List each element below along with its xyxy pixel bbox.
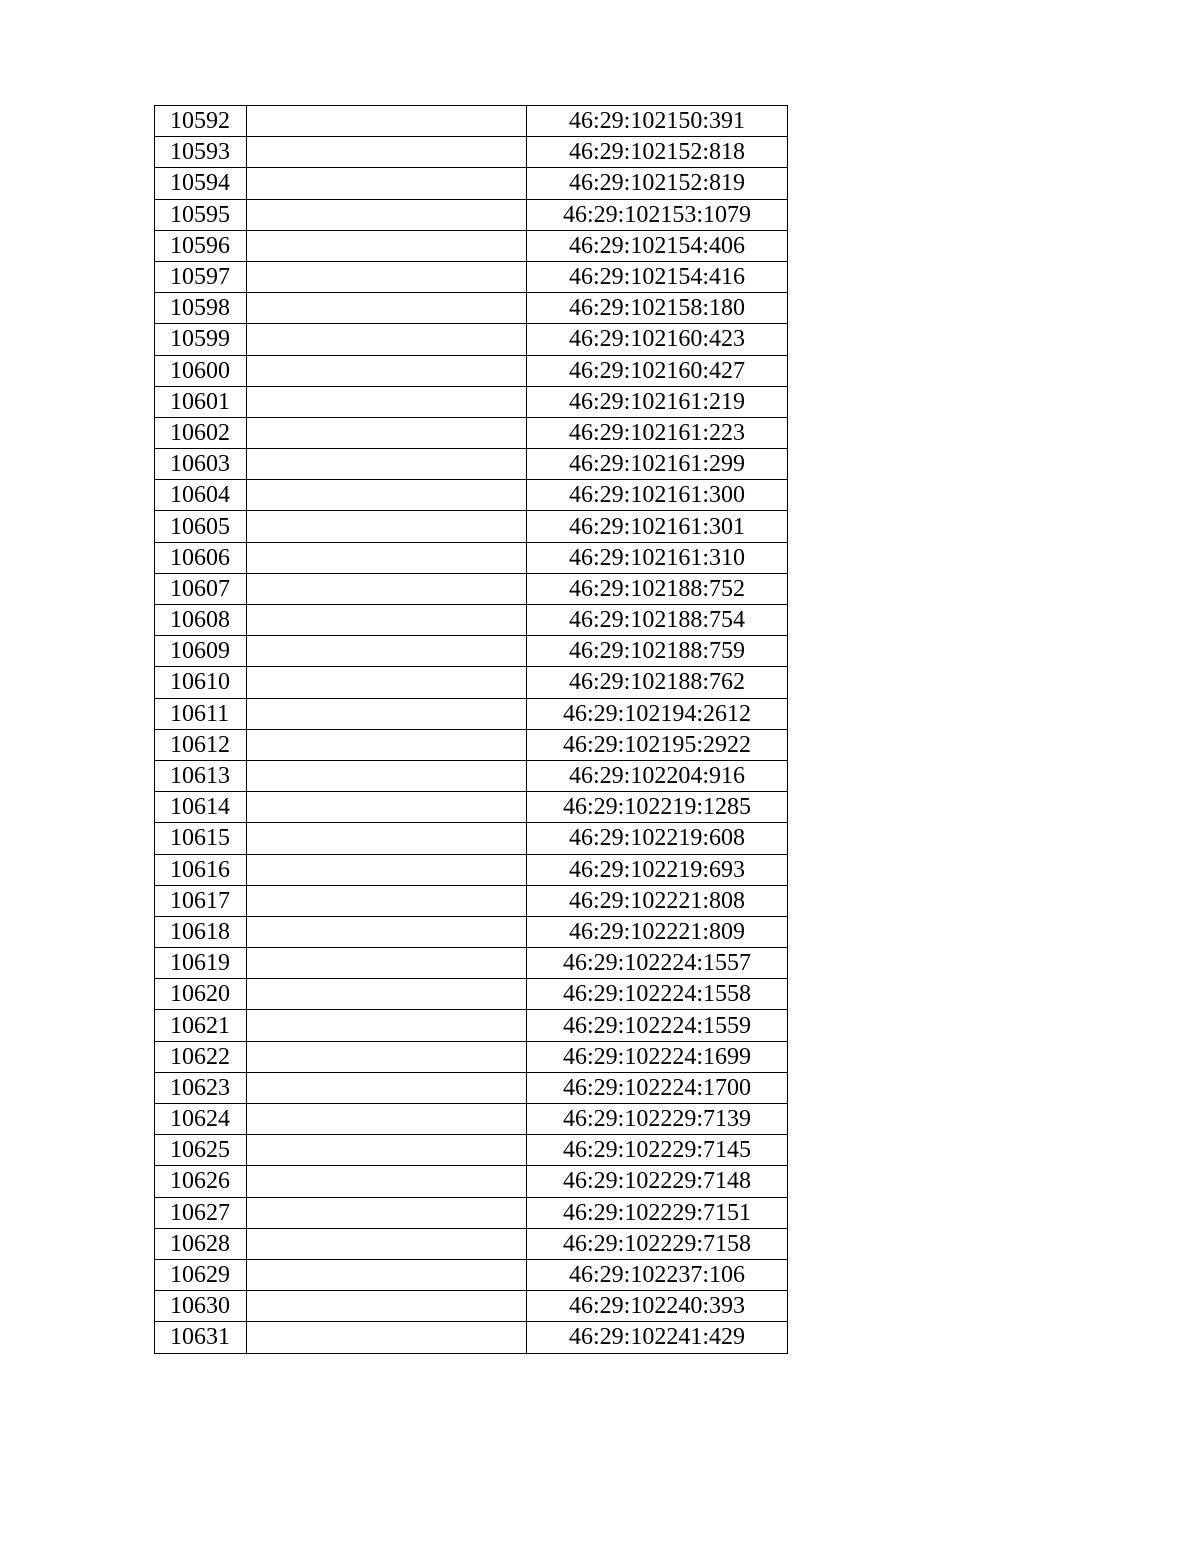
row-number-cell: 10609 [155,636,247,667]
cadastral-number-cell: 46:29:102240:393 [527,1291,788,1322]
empty-cell [247,1104,527,1135]
cadastral-number-cell: 46:29:102219:693 [527,854,788,885]
cadastral-number-cell: 46:29:102161:301 [527,511,788,542]
empty-cell [247,449,527,480]
empty-cell [247,885,527,916]
empty-cell [247,854,527,885]
table-row [155,605,788,636]
table-row [155,137,788,168]
cadastral-number-cell: 46:29:102194:2612 [527,698,788,729]
table-row [155,542,788,573]
table-row [155,1041,788,1072]
table-row [155,1072,788,1103]
row-number-cell: 10622 [155,1041,247,1072]
empty-cell [247,1041,527,1072]
row-number-cell: 10621 [155,1010,247,1041]
cadastral-number-cell: 46:29:102221:808 [527,885,788,916]
row-number-cell: 10631 [155,1322,247,1353]
table-row [155,355,788,386]
cadastral-number-cell: 46:29:102160:423 [527,324,788,355]
row-number-cell: 10628 [155,1228,247,1259]
empty-cell [247,1228,527,1259]
empty-cell [247,480,527,511]
row-number-cell: 10625 [155,1135,247,1166]
empty-cell [247,106,527,137]
empty-cell [247,1197,527,1228]
table-row [155,916,788,947]
empty-cell [247,261,527,292]
empty-cell [247,324,527,355]
table-row [155,636,788,667]
row-number-cell: 10620 [155,979,247,1010]
empty-cell [247,729,527,760]
cadastral-number-cell: 46:29:102152:818 [527,137,788,168]
row-number-cell: 10599 [155,324,247,355]
empty-cell [247,698,527,729]
table-row [155,293,788,324]
empty-cell [247,230,527,261]
table-row [155,386,788,417]
empty-cell [247,293,527,324]
cadastral-number-cell: 46:29:102161:310 [527,542,788,573]
empty-cell [247,1072,527,1103]
cadastral-number-cell: 46:29:102188:759 [527,636,788,667]
table-row [155,760,788,791]
empty-cell [247,1291,527,1322]
empty-cell [247,948,527,979]
table-row [155,1135,788,1166]
table-row [155,1228,788,1259]
cadastral-number-cell: 46:29:102188:752 [527,573,788,604]
cadastral-number-cell: 46:29:102150:391 [527,106,788,137]
cadastral-number-cell: 46:29:102219:608 [527,823,788,854]
cadastral-number-cell: 46:29:102161:223 [527,417,788,448]
cadastral-number-cell: 46:29:102229:7145 [527,1135,788,1166]
cadastral-number-cell: 46:29:102224:1559 [527,1010,788,1041]
empty-cell [247,1259,527,1290]
cadastral-number-cell: 46:29:102224:1699 [527,1041,788,1072]
cadastral-number-cell: 46:29:102224:1557 [527,948,788,979]
empty-cell [247,916,527,947]
table-row [155,573,788,604]
empty-cell [247,605,527,636]
empty-cell [247,199,527,230]
row-number-cell: 10629 [155,1259,247,1290]
cadastral-number-cell: 46:29:102153:1079 [527,199,788,230]
empty-cell [247,573,527,604]
cadastral-number-cell: 46:29:102229:7148 [527,1166,788,1197]
row-number-cell: 10618 [155,916,247,947]
cadastral-number-cell: 46:29:102219:1285 [527,792,788,823]
table-row [155,729,788,760]
empty-cell [247,636,527,667]
cadastral-number-cell: 46:29:102154:406 [527,230,788,261]
table-row [155,261,788,292]
row-number-cell: 10626 [155,1166,247,1197]
table-row [155,1291,788,1322]
empty-cell [247,667,527,698]
row-number-cell: 10598 [155,293,247,324]
empty-cell [247,1135,527,1166]
row-number-cell: 10607 [155,573,247,604]
cadastral-number-cell: 46:29:102188:762 [527,667,788,698]
empty-cell [247,1010,527,1041]
cadastral-number-cell: 46:29:102224:1558 [527,979,788,1010]
row-number-cell: 10601 [155,386,247,417]
table-row [155,1259,788,1290]
row-number-cell: 10612 [155,729,247,760]
cadastral-number-cell: 46:29:102152:819 [527,168,788,199]
row-number-cell: 10616 [155,854,247,885]
cadastral-number-cell: 46:29:102160:427 [527,355,788,386]
cadastral-number-cell: 46:29:102154:416 [527,261,788,292]
row-number-cell: 10627 [155,1197,247,1228]
empty-cell [247,542,527,573]
cadastral-number-cell: 46:29:102161:300 [527,480,788,511]
table-row [155,417,788,448]
row-number-cell: 10610 [155,667,247,698]
row-number-cell: 10605 [155,511,247,542]
table-row [155,667,788,698]
empty-cell [247,760,527,791]
row-number-cell: 10602 [155,417,247,448]
empty-cell [247,1322,527,1353]
cadastral-number-cell: 46:29:102224:1700 [527,1072,788,1103]
row-number-cell: 10600 [155,355,247,386]
empty-cell [247,823,527,854]
row-number-cell: 10593 [155,137,247,168]
empty-cell [247,792,527,823]
table-row [155,199,788,230]
empty-cell [247,137,527,168]
empty-cell [247,168,527,199]
empty-cell [247,979,527,1010]
row-number-cell: 10624 [155,1104,247,1135]
cadastral-number-cell: 46:29:102237:106 [527,1259,788,1290]
row-number-cell: 10606 [155,542,247,573]
table-row [155,480,788,511]
empty-cell [247,417,527,448]
empty-cell [247,511,527,542]
row-number-cell: 10611 [155,698,247,729]
table-row [155,1010,788,1041]
cadastral-number-cell: 46:29:102241:429 [527,1322,788,1353]
cadastral-number-cell: 46:29:102195:2922 [527,729,788,760]
row-number-cell: 10619 [155,948,247,979]
row-number-cell: 10595 [155,199,247,230]
row-number-cell: 10630 [155,1291,247,1322]
cadastral-number-cell: 46:29:102221:809 [527,916,788,947]
row-number-cell: 10613 [155,760,247,791]
empty-cell [247,386,527,417]
cadastral-number-cell: 46:29:102229:7158 [527,1228,788,1259]
table-row [155,792,788,823]
table-body [155,106,788,1354]
row-number-cell: 10604 [155,480,247,511]
row-number-cell: 10594 [155,168,247,199]
table-row [155,1197,788,1228]
row-number-cell: 10623 [155,1072,247,1103]
row-number-cell: 10603 [155,449,247,480]
row-number-cell: 10614 [155,792,247,823]
table-row [155,698,788,729]
table-row [155,1104,788,1135]
table-row [155,885,788,916]
table-row [155,1322,788,1353]
table-row [155,449,788,480]
cadastral-number-cell: 46:29:102161:299 [527,449,788,480]
row-number-cell: 10592 [155,106,247,137]
cadastral-number-cell: 46:29:102161:219 [527,386,788,417]
row-number-cell: 10596 [155,230,247,261]
row-number-cell: 10615 [155,823,247,854]
cadastral-number-cell: 46:29:102229:7139 [527,1104,788,1135]
table-row [155,1166,788,1197]
table-row [155,230,788,261]
cadastral-number-cell: 46:29:102229:7151 [527,1197,788,1228]
table-row [155,823,788,854]
table-row [155,106,788,137]
table-row [155,948,788,979]
table-row [155,511,788,542]
empty-cell [247,355,527,386]
empty-cell [247,1166,527,1197]
table-row [155,168,788,199]
table-row [155,854,788,885]
document-table [154,105,788,1354]
cadastral-number-cell: 46:29:102158:180 [527,293,788,324]
row-number-cell: 10597 [155,261,247,292]
cadastral-number-cell: 46:29:102188:754 [527,605,788,636]
table-row [155,979,788,1010]
row-number-cell: 10608 [155,605,247,636]
row-number-cell: 10617 [155,885,247,916]
table-row [155,324,788,355]
cadastral-number-cell: 46:29:102204:916 [527,760,788,791]
